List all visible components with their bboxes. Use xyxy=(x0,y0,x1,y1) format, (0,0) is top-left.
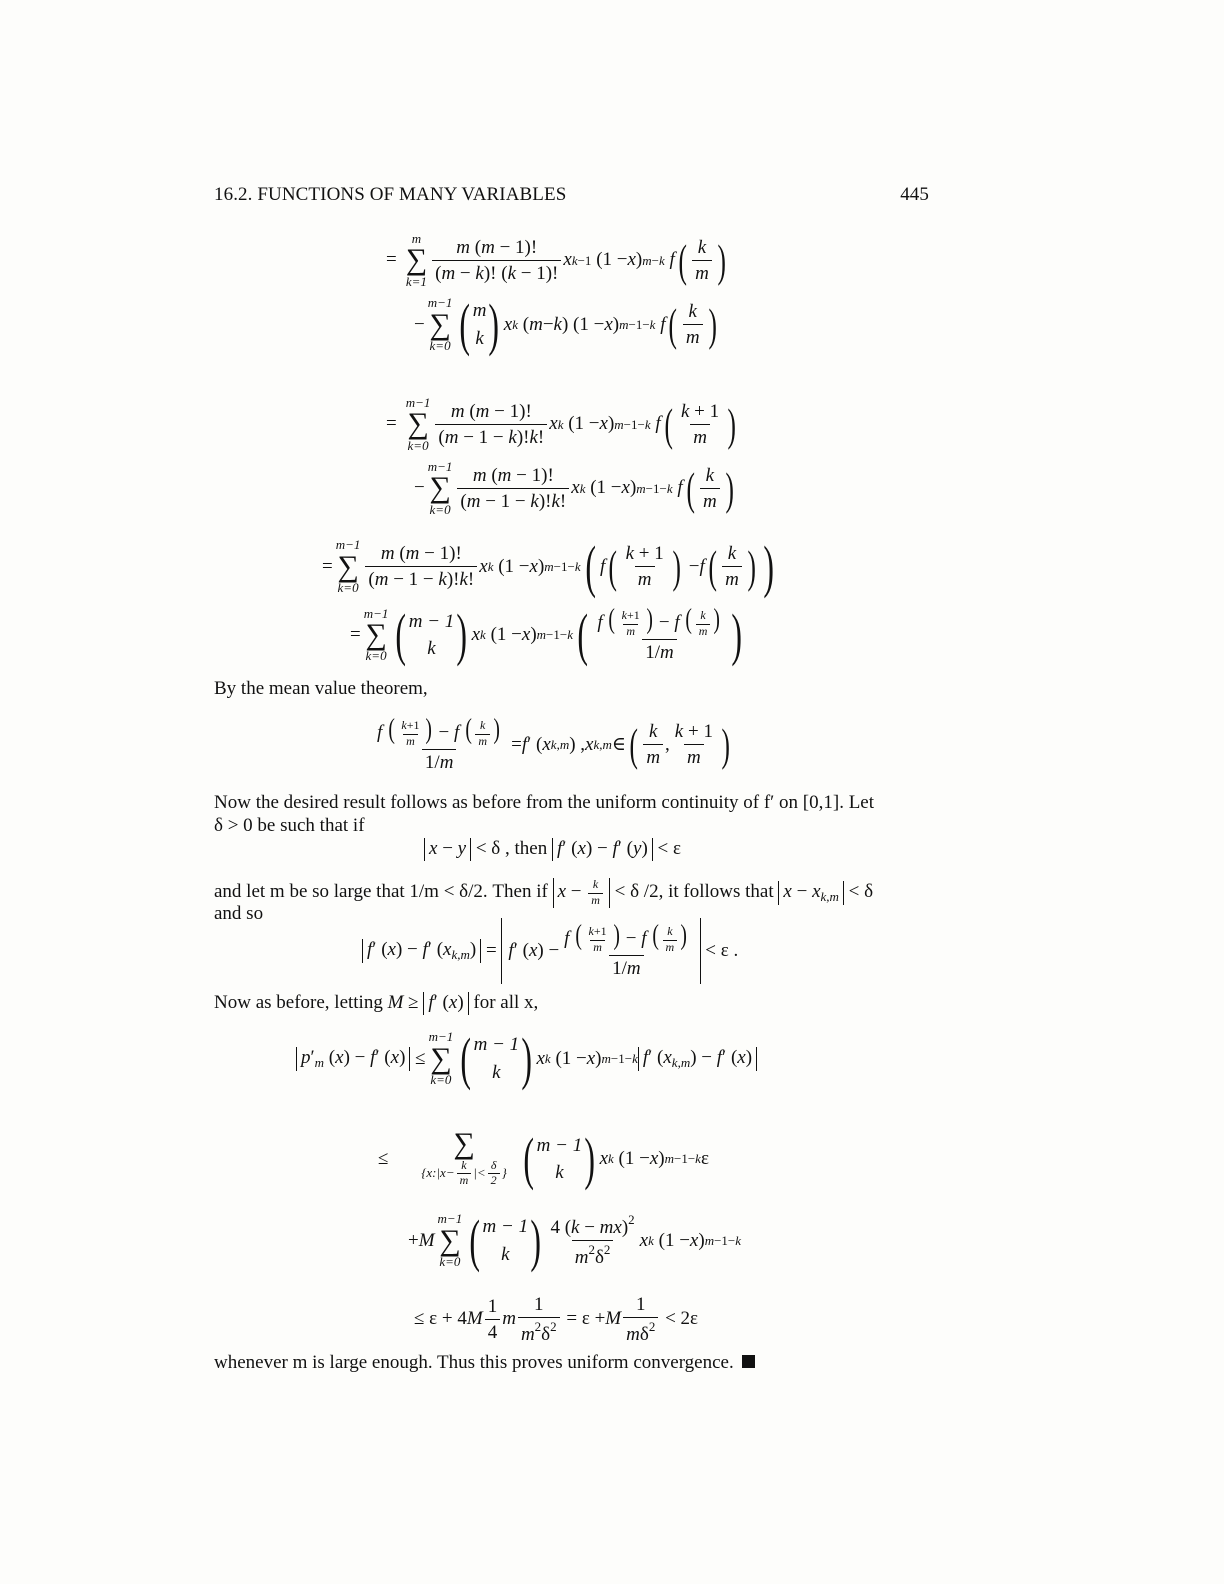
equation-derivative-bound: f′ (x) − f′ $(x_{k,m})$ = f ′ ( x ) − f ( $\frac{k+1}{m}$ ) − f ( $\frac{k}{m}$ ) 1/m < ε . xyxy=(362,918,738,984)
equation-line-3: = m−1 ∑ k=0 $\frac{m (m - 1)!}{(m - 1 - k)!k!}$ x k (1 − x ) m−1−k f ( $\frac{k + 1}{m}$ ) xyxy=(386,395,737,453)
it-follows-text: , it follows that xyxy=(658,881,774,903)
equation-split-sum-2: + M m−1 ∑ k=0 ( m − 1 k ) $\frac{4 (k - mx)^2}{m^2\delta^2}$ x k (1 − x ) m−1−k xyxy=(408,1208,742,1273)
equation-continuity: x − y < δ , then f′ (x) − f′ (y) < ε xyxy=(424,838,681,861)
page-number: 445 xyxy=(900,184,929,205)
running-header: 16.2. FUNCTIONS OF MANY VARIABLES xyxy=(214,184,567,205)
for-all-x-text: for all x, xyxy=(473,992,539,1013)
equation-line-1: = m ∑ k=1 $\frac{m (m - 1)!}{(m - k)! (k - 1)!}$ x k−1 (1 − x ) m−k f ( $\frac{k}{m}$ ) xyxy=(386,231,726,289)
equation-line-6: = m−1 ∑ k=0 ( m − 1 k ) x k (1 − x ) m−1−k ( f ( $\frac{k+1}{m}$ ) − f ( $\frac{k}{m}$ ) 1/m ) xyxy=(350,602,742,668)
then-word: then xyxy=(514,838,548,859)
qed-square-icon xyxy=(742,1355,755,1368)
equation-line-5: = m−1 ∑ k=0 $\frac{m (m - 1)!}{(m - 1 - k)!k!}$ x k (1 − x ) m−1−k ( f ( $\frac{k + 1}{m}$ ) − f ( $\frac{k}{m}$ ) ) xyxy=(322,534,775,599)
equation-pm-bound: $p'_m$ (x) − f′ (x) ≤ m−1 ∑ k=0 ( m − 1 k ) x k (1 − x ) m−1−k f′ $(x_{k,m}) - f'$ (x) xyxy=(296,1030,757,1088)
now-as-before-text: Now as before, letting xyxy=(214,992,383,1013)
equation-line-2: − m−1 ∑ k=0 ( m k ) x k ( m − k ) (1 − x ) m−1−k f ( $\frac{k}{m}$ ) xyxy=(414,292,717,357)
paragraph-and-so: and so xyxy=(214,903,264,924)
paragraph-desired-result: Now the desired result follows as before from the uniform continuity of f′ on [0,1]. Let xyxy=(214,792,875,813)
equation-final-bound: ≤ ε + 4 M $\frac{1}{4}$ m $\frac{1}{m^2\delta^2}$ = ε + M $\frac{1}{m\delta^2}$ < 2ε xyxy=(414,1294,699,1345)
paragraph-mvt: By the mean value theorem, xyxy=(214,678,428,699)
conclusion-text: whenever m is large enough. Thus this proves uniform convergence. xyxy=(214,1352,734,1373)
paragraph-delta: δ > 0 be such that if xyxy=(214,815,365,836)
and-let-text: and let m be so large that 1/m < δ/2. Then if xyxy=(214,881,548,903)
equation-line-4: − m−1 ∑ k=0 $\frac{m (m - 1)!}{(m - 1 - k)!k!}$ x k (1 − x ) m−1−k f ( $\frac{k}{m}$ ) xyxy=(414,459,734,517)
paragraph-now-as-before: Now as before, letting M ≥ f′ (x) for all x, xyxy=(214,992,539,1013)
equation-split-sum-1: ≤ ∑ {x:|x− $\frac{k}{m}$ |< $\frac{\delta}{2}$ } ( m − 1 k ) x k (1 − x ) m−1−k ε xyxy=(378,1126,709,1192)
paragraph-conclusion xyxy=(214,1352,755,1375)
paragraph-and-let: and let m be so large that 1/m < δ/2. Then if x − $\frac{k}{m}$ < δ /2 , it follows that $x - x_{k,m}$ < δ xyxy=(214,877,874,907)
equation-mvt: f ( $\frac{k+1}{m}$ ) − f ( $\frac{k}{m}$ ) 1/m = f ′ ( x k,m ) , x k,m ∈ ( $\frac{k}{m}$ , $\frac{k + 1}{m}$ ) xyxy=(377,714,730,774)
